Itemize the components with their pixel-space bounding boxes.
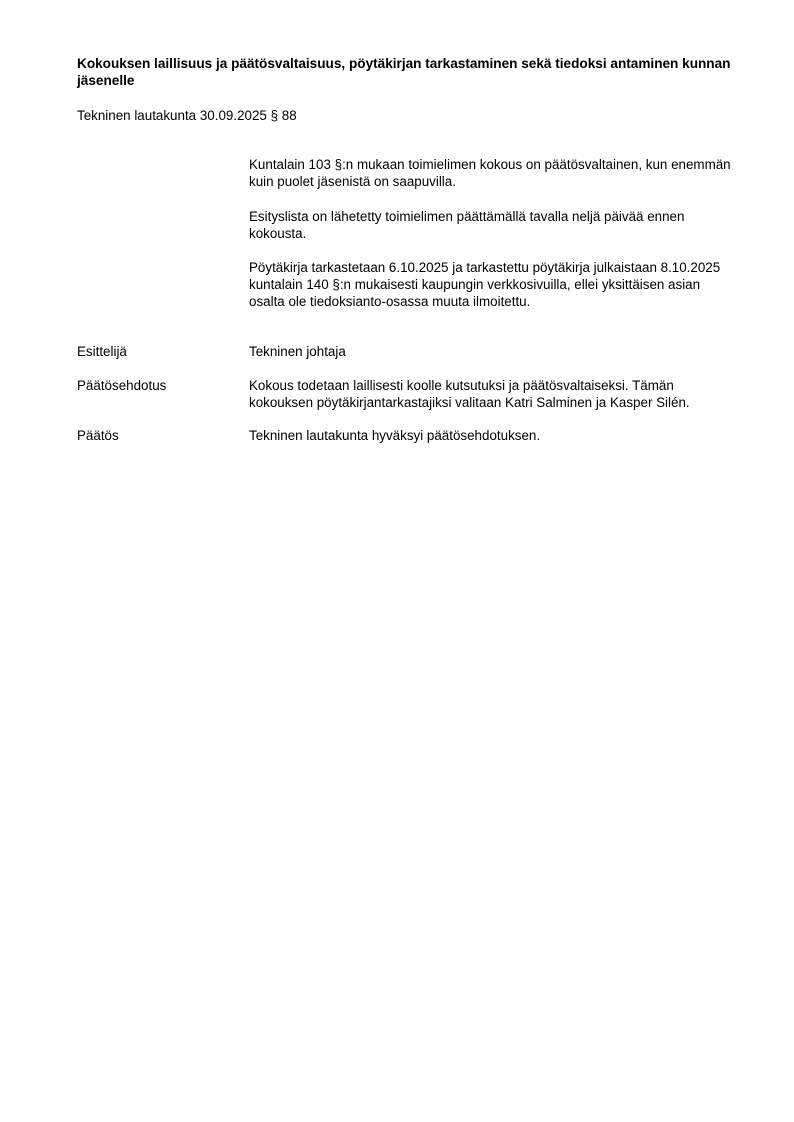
meeting-reference: Tekninen lautakunta 30.09.2025 § 88 xyxy=(77,108,297,123)
document-title: Kokouksen laillisuus ja päätösvaltaisuus, pöytäkirjan tarkastaminen sekä tiedoksi antaminen kunnan jäsenelle xyxy=(77,56,731,88)
decision-value: Tekninen lautakunta hyväksyi päätösehdotuksen. xyxy=(249,428,541,443)
presenter-label: Esittelijä xyxy=(77,344,127,359)
proposal-value: Kokous todetaan laillisesti koolle kutsutuksi ja päätösvaltaiseksi. Tämän kokouksen pöytäkirjantarkastajiksi valitaan Katri Salminen ja Kasper Silén. xyxy=(249,378,690,410)
proposal-label: Päätösehdotus xyxy=(77,378,167,393)
paragraph-quorum: Kuntalain 103 §:n mukaan toimielimen kokous on päätösvaltainen, kun enemmän kuin puolet jäsenistä on saapuvilla. xyxy=(249,157,731,189)
presenter-value: Tekninen johtaja xyxy=(249,344,346,359)
paragraph-minutes: Pöytäkirja tarkastetaan 6.10.2025 ja tarkastettu pöytäkirja julkaistaan 8.10.2025 kuntalain 140 §:n mukaisesti kaupungin verkkosivuilla, ellei yksittäisen asian osalta ole tiedoksianto-osassa muuta ilmoitettu. xyxy=(249,260,721,309)
decision-label: Päätös xyxy=(77,428,119,443)
paragraph-agenda: Esityslista on lähetetty toimielimen päättämällä tavalla neljä päivää ennen kokousta. xyxy=(249,209,685,241)
